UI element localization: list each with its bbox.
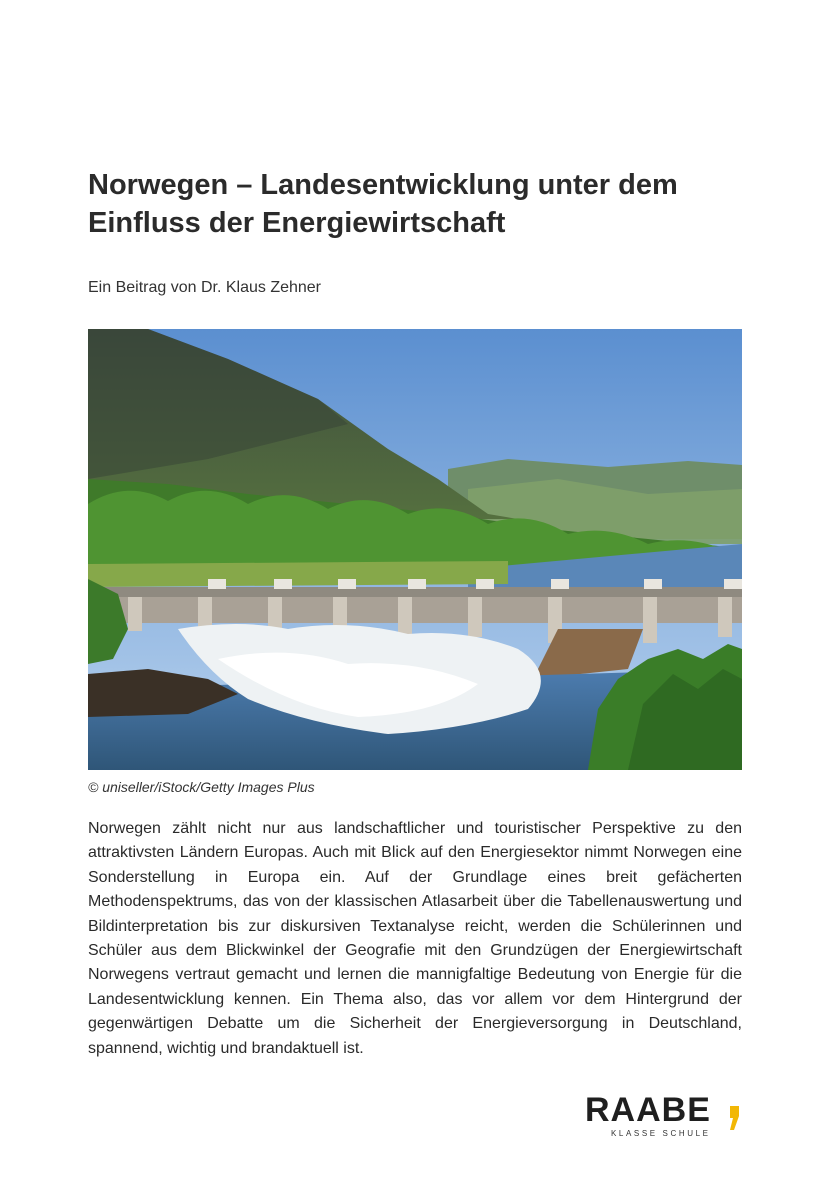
logo-wordmark: RAABE <box>585 1091 711 1129</box>
logo-tagline: KLASSE SCHULE <box>611 1129 711 1138</box>
logo-comma-icon <box>729 1106 739 1130</box>
hydroelectric-dam-photo <box>88 329 742 770</box>
document-title: Norwegen – Landesentwicklung unter dem Einfluss der Energiewirtschaft <box>88 169 678 239</box>
intro-paragraph: Norwegen zählt nicht nur aus landschaftlicher und touristischer Perspektive zu den attraktivsten Ländern Europas. Auch mit Blick auf den Energiesektor nimmt Norwegen eine Sonderstellung in Europa ein. Auf der Grundlage eines breit gefächerten Methodenspektrums, das von der klassischen Atlasarbeit über die Tabellenauswertung und Bildinterpretation bis zur diskursiven Textanalyse reicht, werden die Schülerinnen und Schüler aus dem Blickwinkel der Geografie mit den Grundzügen der Energiewirtschaft Norwegens vertraut gemacht und lernen die mannigfaltige Bedeutung von Energie für die Landesentwicklung kennen. Ein Thema also, das vor allem vor dem Hintergrund der gegenwärtigen Debatte um die Sicherheit der Energieversorgung in Deutschland, spannend, wichtig und brandaktuell ist. <box>88 820 742 1057</box>
image-credit: © uniseller/iStock/Getty Images Plus <box>88 779 315 795</box>
raabe-logo <box>585 1092 750 1142</box>
author-line: Ein Beitrag von Dr. Klaus Zehner <box>88 279 322 296</box>
